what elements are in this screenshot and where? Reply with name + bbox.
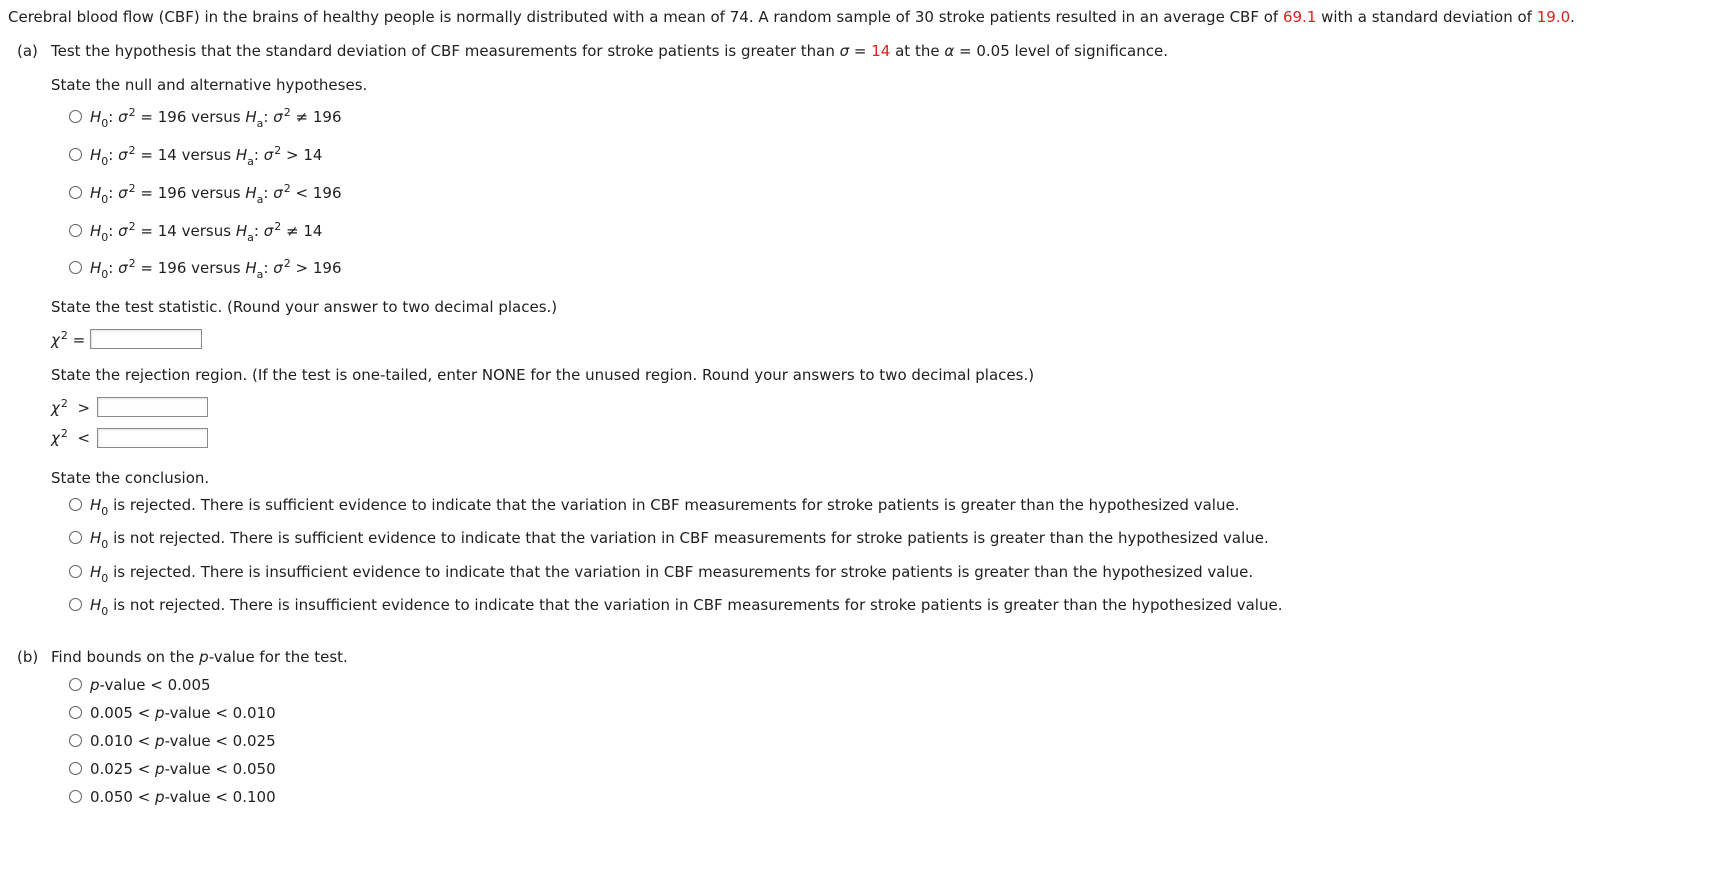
sigma-symbol: σ bbox=[263, 222, 274, 240]
h-symbol: H bbox=[90, 146, 102, 164]
rejection-upper-input[interactable] bbox=[97, 397, 208, 417]
h-symbol: H bbox=[90, 496, 102, 514]
h0-subscript: 0 bbox=[101, 155, 109, 168]
chi-symbol: χ bbox=[51, 331, 60, 349]
colon: : bbox=[108, 108, 114, 126]
colon: : bbox=[108, 184, 114, 202]
upper-bound: -value < 0.005 bbox=[99, 676, 211, 694]
alt-relation: ≠ 196 bbox=[295, 108, 342, 126]
hypothesis-option[interactable] bbox=[69, 106, 342, 130]
conclusion-text: is not rejected. There is insufficient evidence to indicate that the variation in CBF measurements for stroke patients is greater than the hypothesized value. bbox=[113, 596, 1283, 614]
p-symbol: p bbox=[199, 648, 209, 666]
sigma-symbol: σ bbox=[118, 108, 128, 126]
alt-relation: ≠ 14 bbox=[285, 222, 323, 240]
hypothesis-option[interactable] bbox=[69, 257, 342, 281]
ha-subscript: a bbox=[247, 231, 254, 244]
sigma-symbol: σ bbox=[273, 259, 283, 277]
radio-button[interactable] bbox=[69, 734, 82, 747]
alt-relation: < 196 bbox=[295, 184, 342, 202]
null-value: = 14 versus bbox=[140, 146, 232, 164]
squared: 2 bbox=[283, 257, 291, 270]
null-value: = 14 versus bbox=[140, 222, 232, 240]
ha-subscript: a bbox=[247, 155, 254, 168]
part-a-text: Test the hypothesis that the standard deviation of CBF measurements for stroke patients is greater than bbox=[51, 42, 840, 60]
null-value: = 196 versus bbox=[140, 184, 241, 202]
squared: 2 bbox=[60, 397, 68, 410]
conclusion-option[interactable] bbox=[69, 595, 1283, 618]
p-symbol: p bbox=[90, 676, 100, 694]
chi-symbol: χ bbox=[51, 429, 60, 447]
p-symbol: p bbox=[155, 760, 165, 778]
h-symbol: H bbox=[235, 146, 248, 164]
hypotheses-prompt: State the null and alternative hypotheses. bbox=[51, 76, 368, 94]
part-b-text: Find bounds on the bbox=[51, 648, 200, 666]
squared: 2 bbox=[128, 182, 136, 195]
chi-sq-lower-label bbox=[51, 428, 90, 448]
lower-bound: 0.025 < bbox=[90, 760, 156, 778]
radio-button[interactable] bbox=[69, 790, 82, 803]
h-symbol: H bbox=[90, 222, 102, 240]
squared: 2 bbox=[274, 144, 282, 157]
colon: : bbox=[263, 108, 269, 126]
sigma-symbol: σ bbox=[273, 108, 283, 126]
radio-button[interactable] bbox=[69, 531, 82, 544]
conclusion-text: is not rejected. There is sufficient evidence to indicate that the variation in CBF measurements for stroke patients is greater than the hypothesized value. bbox=[113, 529, 1269, 547]
squared: 2 bbox=[128, 257, 136, 270]
alpha-symbol: α bbox=[944, 42, 955, 60]
squared: 2 bbox=[283, 106, 291, 119]
radio-button[interactable] bbox=[69, 498, 82, 511]
p-value-option[interactable] bbox=[69, 787, 276, 807]
conclusion-option[interactable] bbox=[69, 528, 1269, 551]
alt-relation: > 196 bbox=[295, 259, 342, 277]
p-value-option[interactable] bbox=[69, 703, 276, 723]
colon: : bbox=[253, 146, 259, 164]
h-symbol: H bbox=[90, 184, 102, 202]
chi-symbol: χ bbox=[51, 399, 60, 417]
equals: = bbox=[849, 42, 872, 60]
colon: : bbox=[108, 222, 114, 240]
conclusion-text: is rejected. There is insufficient evidence to indicate that the variation in CBF measurements for stroke patients is greater than the hypothesized value. bbox=[113, 563, 1254, 581]
h-symbol: H bbox=[245, 108, 257, 126]
sigma-symbol: σ bbox=[118, 146, 128, 164]
sample-sd-value: 19.0 bbox=[1536, 8, 1571, 26]
sigma-symbol: σ bbox=[839, 42, 850, 60]
h-symbol: H bbox=[90, 563, 102, 581]
p-symbol: p bbox=[155, 788, 165, 806]
p-value-option[interactable] bbox=[69, 759, 276, 779]
radio-button[interactable] bbox=[69, 598, 82, 611]
colon: : bbox=[253, 222, 259, 240]
h-symbol: H bbox=[90, 259, 102, 277]
radio-button[interactable] bbox=[69, 565, 82, 578]
sample-mean-value: 69.1 bbox=[1282, 8, 1317, 26]
ha-subscript: a bbox=[256, 268, 264, 281]
sigma-symbol: σ bbox=[273, 184, 283, 202]
part-a-label: (a) bbox=[17, 42, 38, 60]
conclusion-option[interactable] bbox=[69, 562, 1254, 585]
colon: : bbox=[263, 184, 269, 202]
squared: 2 bbox=[283, 182, 291, 195]
rejection-region-prompt: State the rejection region. (If the test is one-tailed, enter NONE for the unused region. Round your answers to two decimal places.) bbox=[51, 366, 1035, 384]
part-a-text-2: at the bbox=[890, 42, 945, 60]
lower-bound: 0.010 < bbox=[90, 732, 156, 750]
conclusion-prompt: State the conclusion. bbox=[51, 469, 210, 487]
problem-intro bbox=[8, 7, 1575, 27]
colon: : bbox=[263, 259, 269, 277]
h0-subscript: 0 bbox=[101, 538, 109, 551]
h-symbol: H bbox=[235, 222, 248, 240]
upper-bound: -value < 0.010 bbox=[164, 704, 276, 722]
h-symbol: H bbox=[90, 596, 102, 614]
hypothesis-option[interactable] bbox=[69, 182, 342, 206]
radio-button[interactable] bbox=[69, 261, 82, 274]
radio-button[interactable] bbox=[69, 706, 82, 719]
upper-bound: -value < 0.025 bbox=[164, 732, 276, 750]
hypothesis-option[interactable] bbox=[69, 220, 323, 244]
radio-button[interactable] bbox=[69, 110, 82, 123]
lower-bound: 0.050 < bbox=[90, 788, 156, 806]
rejection-lower-input[interactable] bbox=[97, 428, 208, 448]
squared: 2 bbox=[128, 220, 136, 233]
intro-text-2: with a standard deviation of bbox=[1316, 8, 1537, 26]
h-symbol: H bbox=[90, 108, 102, 126]
part-b-text-2: -value for the test. bbox=[208, 648, 348, 666]
hypothesis-option[interactable] bbox=[69, 144, 323, 168]
part-b-label: (b) bbox=[17, 648, 39, 666]
h0-subscript: 0 bbox=[101, 193, 109, 206]
sigma-symbol: σ bbox=[263, 146, 274, 164]
squared: 2 bbox=[128, 144, 136, 157]
intro-period: . bbox=[1570, 8, 1575, 26]
sigma-value: 14 bbox=[871, 42, 891, 60]
squared: 2 bbox=[60, 427, 68, 440]
colon: : bbox=[108, 259, 114, 277]
radio-button[interactable] bbox=[69, 186, 82, 199]
part-a-question bbox=[51, 41, 1168, 61]
test-statistic-input[interactable] bbox=[90, 329, 202, 349]
p-symbol: p bbox=[155, 704, 165, 722]
conclusion-text: is rejected. There is sufficient evidence to indicate that the variation in CBF measurements for stroke patients is greater than the hypothesized value. bbox=[113, 496, 1240, 514]
chi-sq-label bbox=[51, 330, 85, 350]
radio-button[interactable] bbox=[69, 224, 82, 237]
p-symbol: p bbox=[155, 732, 165, 750]
greater-than: > bbox=[77, 399, 91, 417]
squared: 2 bbox=[128, 106, 136, 119]
h0-subscript: 0 bbox=[101, 605, 109, 618]
radio-button[interactable] bbox=[69, 762, 82, 775]
upper-bound: -value < 0.100 bbox=[164, 788, 276, 806]
h0-subscript: 0 bbox=[101, 505, 109, 518]
equals: = bbox=[72, 331, 86, 349]
sigma-symbol: σ bbox=[118, 184, 128, 202]
intro-text: Cerebral blood flow (CBF) in the brains of healthy people is normally distributed with a mean of 74. A random sample of 30 stroke patients resulted in an average CBF of bbox=[8, 8, 1283, 26]
less-than: < bbox=[77, 429, 91, 447]
null-value: = 196 versus bbox=[140, 259, 241, 277]
radio-button[interactable] bbox=[69, 678, 82, 691]
part-b-question bbox=[51, 647, 348, 667]
sigma-symbol: σ bbox=[118, 259, 128, 277]
h0-subscript: 0 bbox=[101, 117, 109, 130]
h0-subscript: 0 bbox=[101, 268, 109, 281]
p-value-option[interactable] bbox=[69, 731, 276, 751]
chi-sq-upper-label bbox=[51, 398, 90, 418]
radio-button[interactable] bbox=[69, 148, 82, 161]
squared: 2 bbox=[274, 220, 282, 233]
h0-subscript: 0 bbox=[101, 572, 109, 585]
alt-relation: > 14 bbox=[285, 146, 323, 164]
h-symbol: H bbox=[90, 529, 102, 547]
null-value: = 196 versus bbox=[140, 108, 241, 126]
upper-bound: -value < 0.050 bbox=[164, 760, 276, 778]
h-symbol: H bbox=[245, 184, 257, 202]
h0-subscript: 0 bbox=[101, 231, 109, 244]
p-value-option[interactable] bbox=[69, 675, 211, 695]
h-symbol: H bbox=[245, 259, 257, 277]
part-a-text-3: = 0.05 level of significance. bbox=[954, 42, 1168, 60]
colon: : bbox=[108, 146, 114, 164]
conclusion-option[interactable] bbox=[69, 495, 1240, 518]
squared: 2 bbox=[60, 329, 68, 342]
sigma-symbol: σ bbox=[118, 222, 128, 240]
ha-subscript: a bbox=[256, 117, 264, 130]
test-statistic-prompt: State the test statistic. (Round your answer to two decimal places.) bbox=[51, 298, 558, 316]
lower-bound: 0.005 < bbox=[90, 704, 156, 722]
ha-subscript: a bbox=[256, 193, 264, 206]
